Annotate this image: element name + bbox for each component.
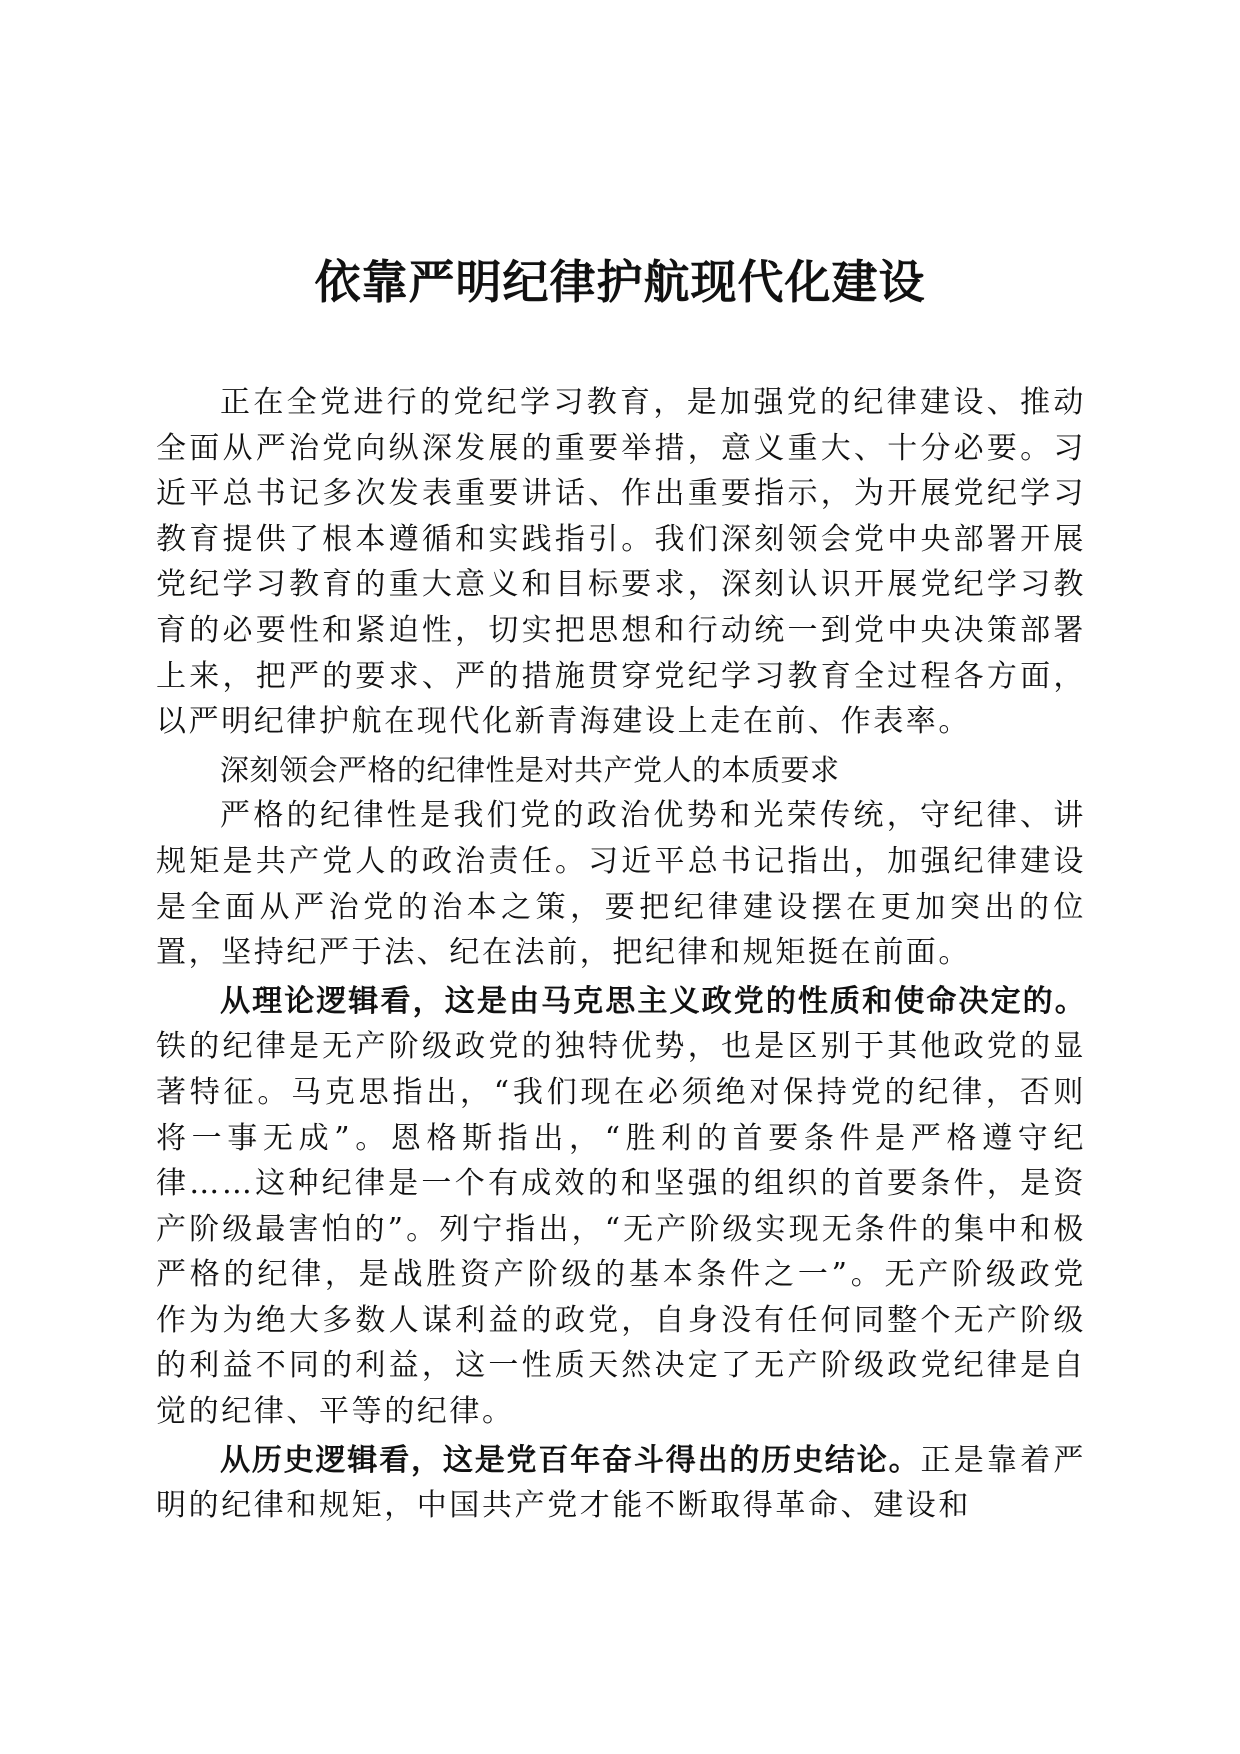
history-body-text: 正是靠着严明的纪律和规矩，中国共产党才能不断取得革命、建设和 — [156, 1442, 1087, 1524]
document-title: 依靠严明纪律护航现代化建设 — [314, 255, 926, 309]
history-lead-sentence: 从历史逻辑看，这是党百年奋斗得出的历史结论。 — [220, 1442, 921, 1478]
section-paragraph: 严格的纪律性是我们党的政治优势和光荣传统，守纪律、讲规矩是共产党人的政治责任。习近平总书记指出，加强纪律建设是全面从严治党的治本之策，要把纪律建设摆在更加突出的位置，坚持纪严于法、纪在法前，把纪律和规矩挺在前面。 — [156, 798, 1086, 971]
section-heading: 深刻领会严格的纪律性是对共产党人的本质要求 — [220, 752, 840, 787]
document-body — [156, 380, 1086, 1529]
theory-lead-sentence: 从理论逻辑看，这是由马克思主义政党的性质和使命决定的。 — [220, 983, 1086, 1019]
history-paragraph — [156, 1438, 1086, 1529]
theory-paragraph — [156, 979, 1086, 1435]
theory-body-text: 铁的纪律是无产阶级政党的独特优势，也是区别于其他政党的显著特征。马克思指出，“我们现在必须绝对保持党的纪律，否则将一事无成”。恩格斯指出，“胜利的首要条件是严格遵守纪律……这种纪律是一个有成效的和坚强的组织的首要条件，是资产阶级最害怕的”。列宁指出，“无产阶级实现无条件的集中和极严格的纪律，是战胜资产阶级的基本条件之一”。无产阶级政党作为为绝大多数人谋利益的政党，自身没有任何同整个无产阶级的利益不同的利益，这一性质天然决定了无产阶级政党纪律是自觉的纪律、平等的纪律。 — [156, 1029, 1086, 1430]
intro-paragraph: 正在全党进行的党纪学习教育，是加强党的纪律建设、推动全面从严治党向纵深发展的重要举措，意义重大、十分必要。习近平总书记多次发表重要讲话、作出重要指示，为开展党纪学习教育提供了根本遵循和实践指引。我们深刻领会党中央部署开展党纪学习教育的重大意义和目标要求，深刻认识开展党纪学习教育的必要性和紧迫性，切实把思想和行动统一到党中央决策部署上来，把严的要求、严的措施贯穿党纪学习教育全过程各方面，以严明纪律护航在现代化新青海建设上走在前、作表率。 — [156, 385, 1086, 740]
